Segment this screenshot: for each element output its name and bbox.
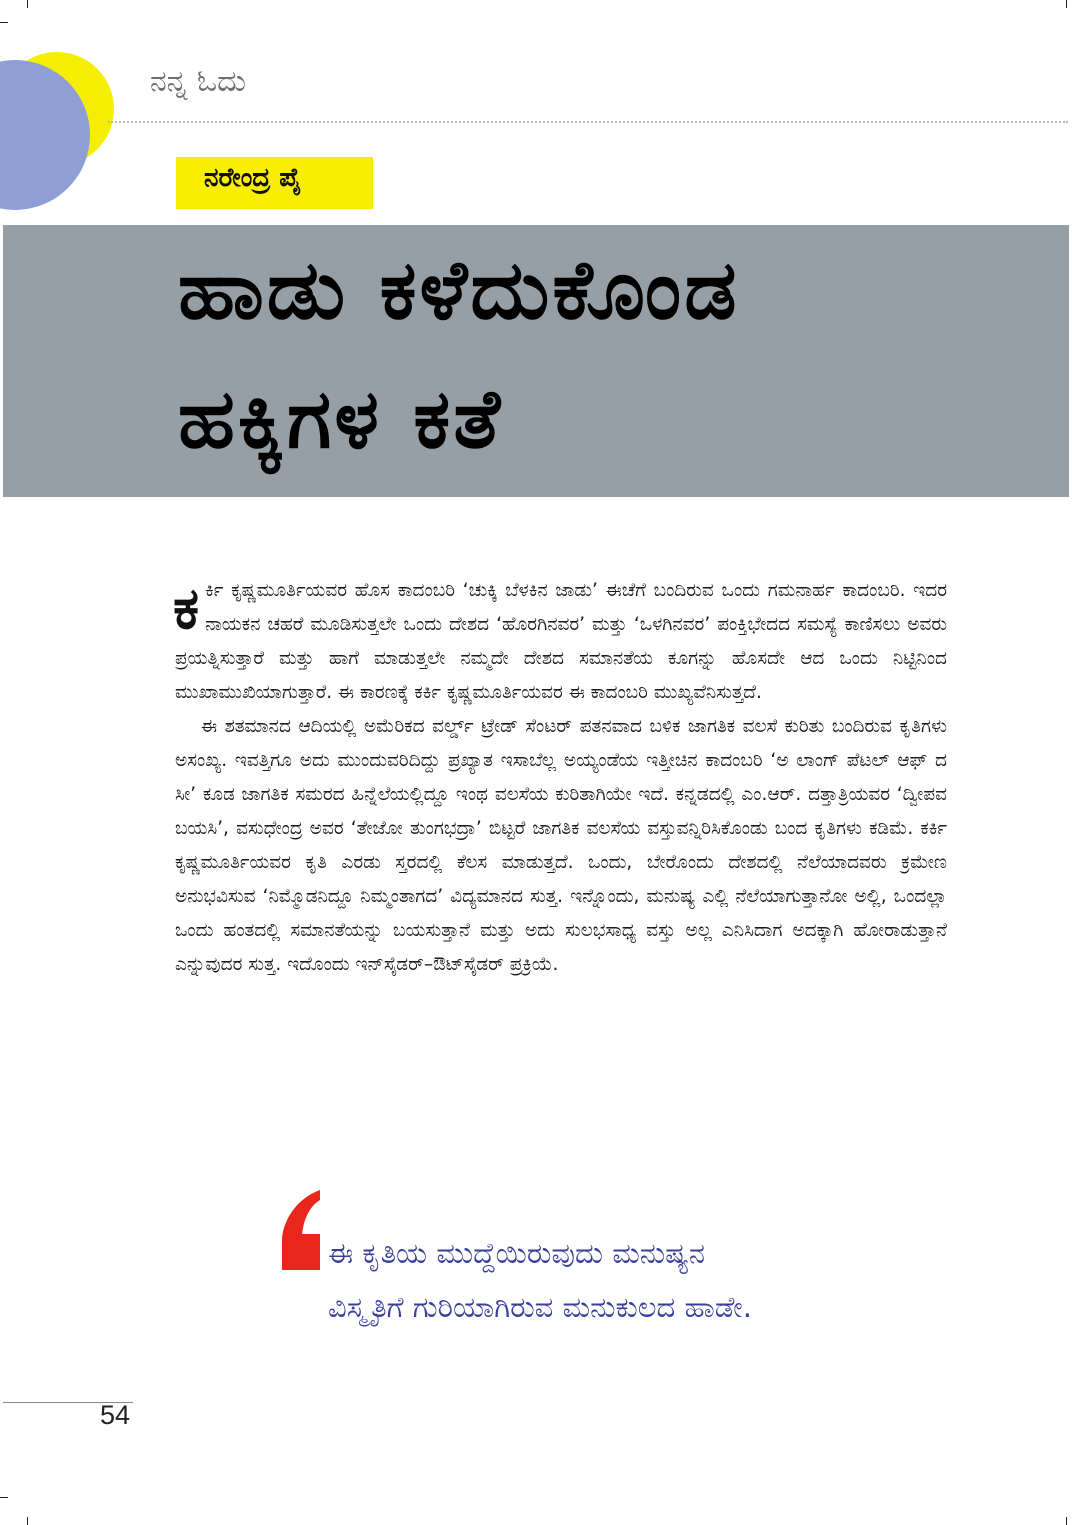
article-body xyxy=(175,574,947,982)
paragraph xyxy=(175,574,947,710)
paragraph-text: ರ್ಕಿ ಕೃಷ್ಣಮೂರ್ತಿಯವರ ಹೊಸ ಕಾದಂಬರಿ ‘ಚುಕ್ಕಿ ಬೆಳಕಿನ ಜಾಡು’ ಈಚೆಗೆ ಬಂದಿರುವ ಒಂದು ಗಮನಾರ್ಹ ಕಾದಂಬರಿ. ಇದರ ನಾಯಕನ ಚಹರೆ ಮೂಡಿಸುತ್ತಲೇ ಒಂದು ದೇಶದ ‘ಹೊರಗಿನವರ’ ಮತ್ತು ‘ಒಳಗಿನವರ’ ಪಂಕ್ತಿಭೇದದ ಸಮಸ್ಯೆ ಕಾಣಿಸಲು ಅವರು ಪ್ರಯತ್ನಿಸುತ್ತಾರೆ ಮತ್ತು ಹಾಗೆ ಮಾಡುತ್ತಲೇ ನಮ್ಮದೇ ದೇಶದ ಸಮಾನತೆಯ ಕೂಗನ್ನು ಹೊಸದೇ ಆದ ಒಂದು ನಿಟ್ಟಿನಿಂದ ಮುಖಾಮುಖಿಯಾಗುತ್ತಾರೆ. ಈ ಕಾರಣಕ್ಕೆ ಕರ್ಕಿ ಕೃಷ್ಣಮೂರ್ತಿಯವರ ಈ ಕಾದಂಬರಿ ಮುಖ್ಯವೆನಿಸುತ್ತದೆ. xyxy=(175,580,947,703)
crop-mark xyxy=(0,1497,8,1498)
article-title-line-2: ಹಕ್ಕಿಗಳ ಕತೆ xyxy=(178,372,504,467)
quote-mark-icon xyxy=(276,1190,320,1270)
crop-mark xyxy=(1066,1517,1067,1525)
crop-mark xyxy=(27,1517,28,1525)
section-label: ನನ್ನ ಓದು xyxy=(150,64,247,99)
author-badge xyxy=(176,157,373,209)
pull-quote-line-1: ಈ ಕೃತಿಯ ಮುದ್ದೆಯಿರುವುದು ಮನುಷ್ಯನ xyxy=(328,1236,705,1270)
crop-mark xyxy=(27,0,28,8)
paragraph: ಈ ಶತಮಾನದ ಆದಿಯಲ್ಲಿ ಅಮೆರಿಕದ ವರ್ಲ್ಡ್ ಟ್ರೇಡ್ ಸೆಂಟರ್ ಪತನವಾದ ಬಳಿಕ ಜಾಗತಿಕ ವಲಸೆ ಕುರಿತು ಬಂದಿರುವ ಕೃತಿಗಳು ಅಸಂಖ್ಯ. ಇವತ್ತಿಗೂ ಅದು ಮುಂದುವರಿದಿದ್ದು ಪ್ರಖ್ಯಾತ ಇಸಾಬೆಲ್ಲ ಅಯ್ಯಂಡೆಯ ಇತ್ತೀಚಿನ ಕಾದಂಬರಿ ‘ಅ ಲಾಂಗ್ ಪೆಟಲ್ ಆಫ್ ದ ಸೀ’ ಕೂಡ ಜಾಗತಿಕ ಸಮರದ ಹಿನ್ನೆಲೆಯಲ್ಲಿದ್ದೂ ಇಂಥ ವಲಸೆಯ ಕುರಿತಾಗಿಯೇ ಇದೆ. ಕನ್ನಡದಲ್ಲಿ ಎಂ.ಆರ್. ದತ್ತಾತ್ರಿಯವರ ‘ದ್ವೀಪವ ಬಯಸಿ’, ವಸುಧೇಂದ್ರ ಅವರ ‘ತೇಜೋ ತುಂಗಭದ್ರಾ’ ಬಿಟ್ಟರೆ ಜಾಗತಿಕ ವಲಸೆಯ ವಸ್ತುವನ್ನಿರಿಸಿಕೊಂಡು ಬಂದ ಕೃತಿಗಳು ಕಡಿಮೆ. ಕರ್ಕಿ ಕೃಷ್ಣಮೂರ್ತಿಯವರ ಕೃತಿ ಎರಡು ಸ್ತರದಲ್ಲಿ ಕೆಲಸ ಮಾಡುತ್ತದೆ. ಒಂದು, ಬೇರೊಂದು ದೇಶದಲ್ಲಿ ನೆಲೆಯಾದವರು ಕ್ರಮೇಣ ಅನುಭವಿಸುವ ‘ನಿಮ್ಮೊಡನಿದ್ದೂ ನಿಮ್ಮಂತಾಗದ’ ವಿದ್ಯಮಾನದ ಸುತ್ತ. ಇನ್ನೊಂದು, ಮನುಷ್ಯ ಎಲ್ಲಿ ನೆಲೆಯಾಗುತ್ತಾನೋ ಅಲ್ಲಿ, ಒಂದಲ್ಲಾ ಒಂದು ಹಂತದಲ್ಲಿ ಸಮಾನತೆಯನ್ನು ಬಯಸುತ್ತಾನೆ ಮತ್ತು ಅದು ಸುಲಭಸಾಧ್ಯ ವಸ್ತು ಅಲ್ಲ ಎನಿಸಿದಾಗ ಅದಕ್ಕಾಗಿ ಹೋರಾಡುತ್ತಾನೆ ಎನ್ನುವುದರ ಸುತ್ತ. ಇದೊಂದು ಇನ್‌ಸೈಡರ್–ಔಟ್‌ಸೈಡರ್ ಪ್ರಕ್ರಿಯೆ. xyxy=(175,716,947,975)
drop-cap: ಕ xyxy=(173,574,200,642)
dotted-divider xyxy=(108,121,1068,123)
page-number: 54 xyxy=(100,1400,131,1430)
author-name: ನರೇಂದ್ರ ಪೈ xyxy=(204,163,302,193)
article-title-line-1: ಹಾಡು ಕಳೆದುಕೊಂಡ xyxy=(178,243,740,338)
crop-mark xyxy=(1066,0,1067,8)
pull-quote-line-2: ವಿಸ್ಮೃತಿಗೆ ಗುರಿಯಾಗಿರುವ ಮನುಕುಲದ ಹಾಡೇ. xyxy=(328,1290,752,1324)
crop-mark xyxy=(0,22,8,23)
pull-quote xyxy=(328,1226,948,1334)
